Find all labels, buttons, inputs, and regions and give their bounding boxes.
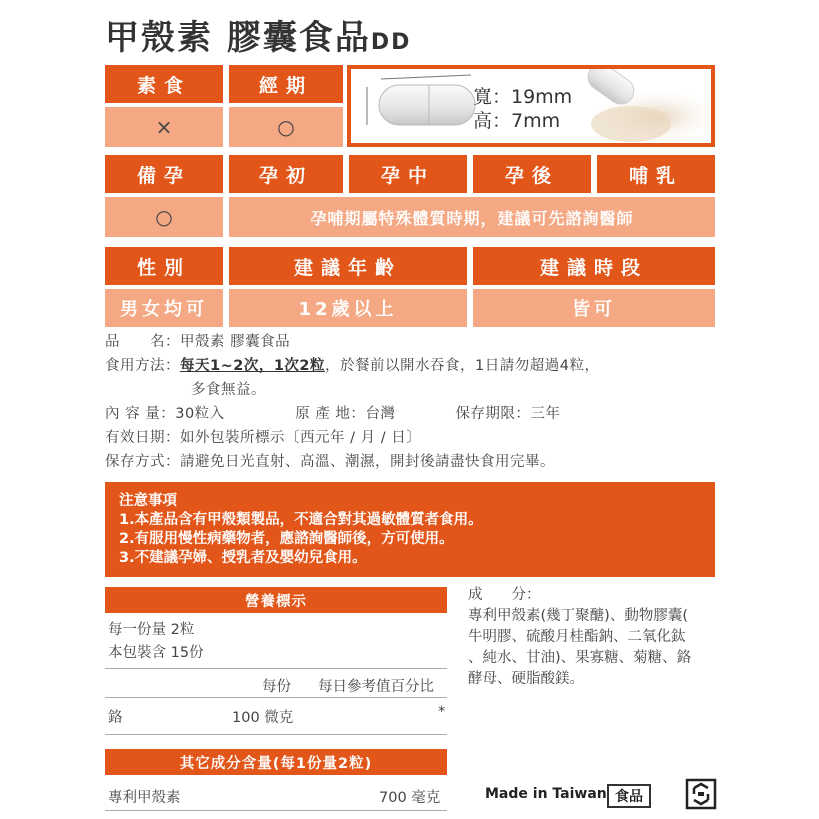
nutrient-dv: * [438,704,446,720]
label: 內 容 量： [105,406,176,422]
value: 如外包裝所標示〔西元年 / 月 / 日〕 [180,430,422,446]
nutrition-title: 營養標示 [105,587,447,613]
notice-item: 2.有服用慢性病藥物者，應諮詢醫師後，方可使用。 [119,531,454,547]
value-gender: 男女均可 [105,289,223,327]
info-content-row [105,402,715,426]
ingredients-line: 酵母、硬脂酸鎂。 [468,671,584,687]
header-late-pregnancy: 孕後 [473,155,591,193]
info-expiry-row [105,426,715,450]
page-title [105,10,411,59]
header-vegetarian: 素食 [105,65,223,103]
header-time: 建議時段 [473,247,715,285]
info-name-row [105,330,715,354]
header-breastfeeding: 哺乳 [597,155,715,193]
notice-item: 3.不建議孕婦、授乳者及嬰幼兒食用。 [119,550,367,566]
value: 請避免日光直射、高溫、潮濕，開封後請盡快食用完畢。 [180,454,555,470]
capsule-height: 高：7mm [473,110,561,132]
title-suffix: DD [370,30,412,55]
usage-emphasis: 每天1~2次，1次2粒 [180,358,326,374]
value: 台灣 [365,406,396,422]
nutrient-value: 100 微克 [232,710,294,726]
info-storage-row [105,450,715,474]
value-time: 皆可 [473,289,715,327]
capsule-dimensions [473,85,572,133]
ingredients-line: 、純水、甘油)、果寡糖、菊糖、鉻 [468,650,692,666]
notice-title: 注意事項 [119,493,177,509]
header-preconception: 備孕 [105,155,223,193]
ingredients-label: 成 分： [468,587,541,603]
nutrient-name: 鉻 [108,710,123,726]
made-in-taiwan: Made in Taiwan [485,786,607,802]
ingredients [468,585,718,690]
divider [105,697,447,698]
header-early-pregnancy: 孕初 [229,155,343,193]
serving-size: 每一份量 2粒 [108,622,195,638]
title-text: 甲殼素 膠囊食品 [105,18,371,58]
usage-line2: 多食無益。 [191,382,266,398]
value-age: 12歲以上 [229,289,467,327]
value-period: ○ [229,107,343,147]
product-info [105,330,715,474]
divider [105,734,447,735]
label: 食用方法： [105,358,180,374]
value-preconception: ○ [105,197,223,237]
info-usage-row [105,354,715,378]
header-period: 經期 [229,65,343,103]
other-name: 專利甲殼素 [108,790,181,806]
other-title: 其它成分含量(每1份量2粒) [105,749,447,775]
col-per-serving: 每份 [262,679,291,695]
value-vegetarian: × [105,107,223,147]
header-gender: 性別 [105,247,223,285]
recycle-icon [685,778,717,814]
label: 保存期限： [455,406,531,422]
other-value: 700 毫克 [379,790,441,806]
label: 保存方式： [105,454,180,470]
divider [105,668,447,669]
food-badge: 食品 [607,784,651,808]
capsule-image-box [347,65,715,147]
header-age: 建議年齡 [229,247,467,285]
value: ，於餐前以開水吞食，1日請勿超過4粒， [325,358,600,374]
notice-box [105,482,715,577]
label: 原 產 地： [295,406,366,422]
ingredients-line: 專利甲殼素(幾丁聚醣)、動物膠囊( [468,608,688,624]
value: 甲殼素 膠囊食品 [180,334,291,350]
servings-per-package: 本包裝含 15份 [108,645,204,661]
capsule-width: 寬：19mm [473,86,573,108]
ingredients-line: 牛明膠、硫酸月桂酯鈉、二氧化鈦 [468,629,686,645]
pregnancy-note: 孕哺期屬特殊體質時期，建議可先諮詢醫師 [229,197,715,237]
divider [105,810,447,811]
label: 品 名： [105,334,180,350]
header-mid-pregnancy: 孕中 [349,155,467,193]
value: 30粒入 [175,406,225,422]
col-daily-value: 每日參考值百分比 [318,679,434,695]
label: 有效日期： [105,430,180,446]
notice-item: 1.本產品含有甲殼類製品，不適合對其過敏體質者食用。 [119,512,483,528]
value: 三年 [530,406,561,422]
